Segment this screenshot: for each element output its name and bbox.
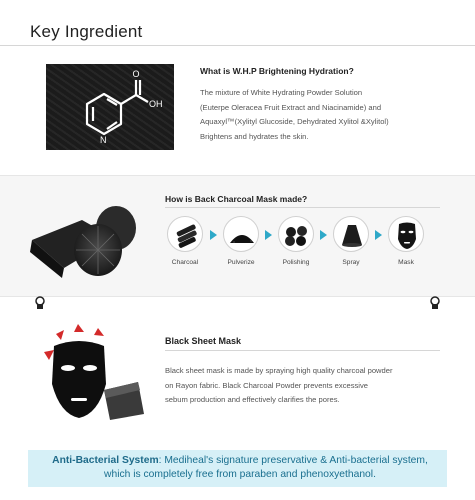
hydroxyl-bond bbox=[136, 95, 148, 102]
anti-bacterial-text bbox=[40, 454, 440, 482]
hydroxyl-label: OH bbox=[149, 99, 163, 109]
process-step-spray bbox=[331, 216, 371, 266]
binder-clip-icon bbox=[429, 296, 441, 310]
step-label: Pulverize bbox=[227, 259, 255, 266]
charcoal-log-image bbox=[24, 190, 144, 285]
whp-line: Aquaxyl™(Xylityl Glucoside, Dehydrated Xylitol &Xylitol) bbox=[200, 117, 389, 126]
sheet-mask-description bbox=[165, 364, 450, 408]
sheet-mask-title: Black Sheet Mask bbox=[165, 336, 242, 346]
mask-face bbox=[52, 341, 106, 418]
process-step-polishing bbox=[276, 216, 316, 266]
whp-line: Brightens and hydrates the skin. bbox=[200, 131, 309, 141]
charcoal-balls-icon bbox=[278, 216, 314, 252]
process-step-mask bbox=[386, 216, 426, 266]
anti-bacterial-line-1 bbox=[40, 454, 440, 468]
sheet-mask-line: Black sheet mask is made by spraying high quality charcoal powder bbox=[165, 366, 393, 375]
mask-eye-left bbox=[61, 365, 75, 371]
step-label: Polishing bbox=[282, 259, 310, 266]
sheet-mask-divider bbox=[165, 350, 440, 351]
niacinamide-structure-image bbox=[46, 64, 174, 150]
anti-bacterial-line-2: which is completely free from paraben and phenoxyethanol. bbox=[104, 469, 376, 480]
process-question: How is Back Charcoal Mask made? bbox=[165, 194, 308, 204]
molecule-diagram bbox=[46, 64, 174, 150]
carboxyl-bond bbox=[121, 95, 136, 104]
black-sheet-mask-image bbox=[34, 320, 154, 430]
mask-eye-right bbox=[83, 365, 97, 371]
whp-description bbox=[200, 86, 445, 144]
powder-pile-icon bbox=[223, 216, 259, 252]
anti-bacterial-line-1-rest: : Mediheal's signature preservative & Anti-bacterial system, bbox=[158, 455, 428, 466]
process-arrow bbox=[210, 230, 217, 240]
sheet-mask-line: sebum production and effectively clarifies the pores. bbox=[165, 395, 340, 404]
title-divider bbox=[0, 45, 475, 46]
process-arrow bbox=[320, 230, 327, 240]
process-arrow bbox=[375, 230, 382, 240]
binder-clip-icon bbox=[34, 296, 46, 310]
process-step-charcoal bbox=[165, 216, 205, 266]
spray-cone-icon bbox=[333, 216, 369, 252]
charcoal-sticks-icon bbox=[167, 216, 203, 252]
nitrogen-atom: N bbox=[100, 135, 107, 145]
sheet-mask-icon bbox=[388, 216, 424, 252]
process-divider bbox=[165, 207, 440, 208]
step-label: Spray bbox=[342, 259, 360, 266]
whp-question: What is W.H.P Brightening Hydration? bbox=[200, 66, 354, 76]
anti-bacterial-label: Anti-Bacterial System bbox=[52, 455, 159, 466]
whp-line: (Euterpe Oleracea Fruit Extract and Niacinamide) and bbox=[200, 102, 382, 112]
mask-mouth bbox=[71, 398, 87, 401]
sheet-mask-line: on Rayon fabric. Black Charcoal Powder prevents excessive bbox=[165, 380, 369, 390]
whp-line: The mixture of White Hydrating Powder Solution bbox=[200, 88, 363, 97]
process-step-pulverize bbox=[221, 216, 261, 266]
page-title: Key Ingredient bbox=[30, 22, 143, 41]
step-label: Charcoal bbox=[171, 259, 199, 266]
oxygen-atom: O bbox=[132, 69, 140, 79]
process-arrow bbox=[265, 230, 272, 240]
step-label: Mask bbox=[398, 259, 414, 266]
